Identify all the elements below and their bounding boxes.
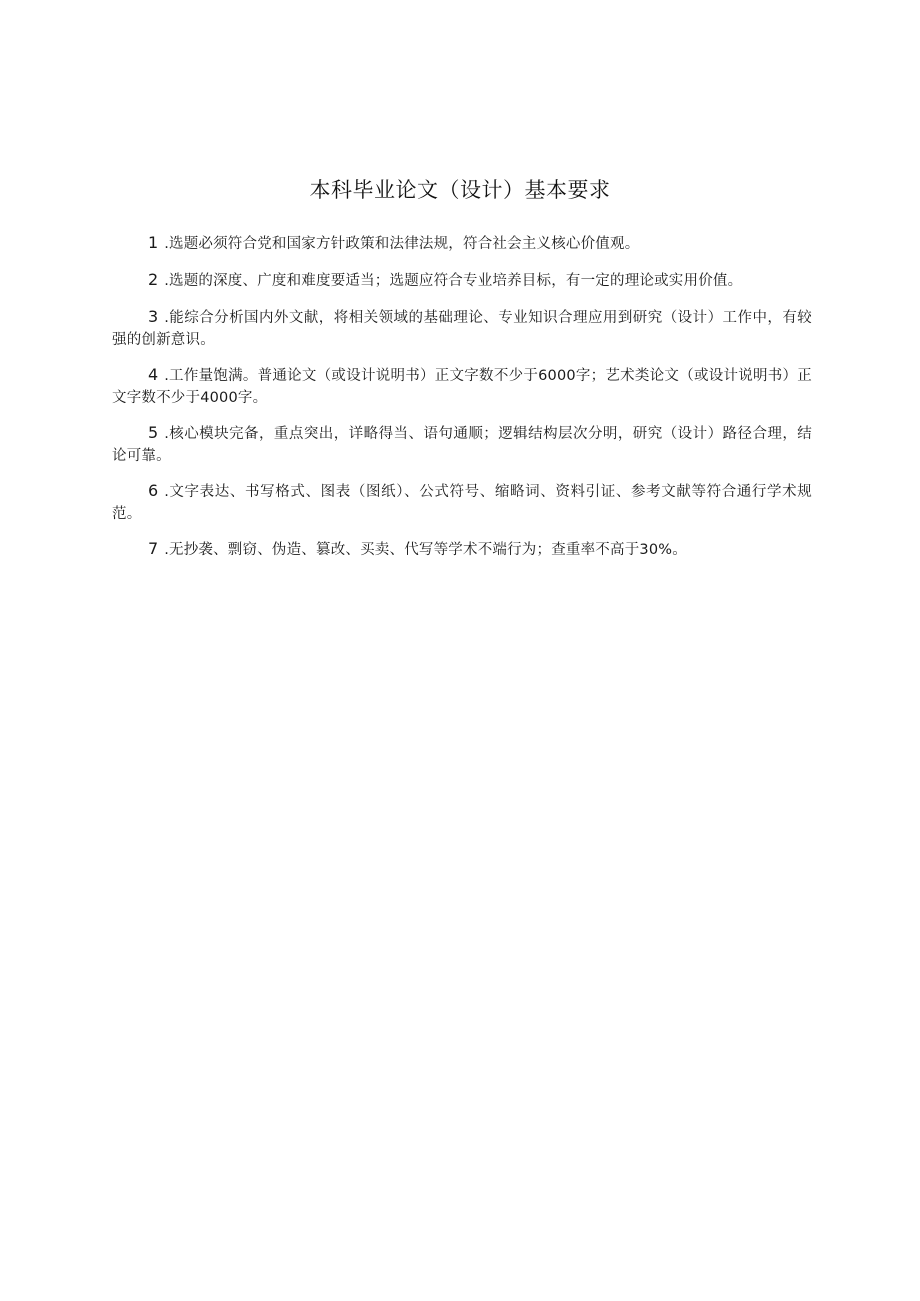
requirement-item-3 (112, 306, 812, 351)
requirement-text: .能综合分析国内外文献，将相关领域的基础理论、专业知识合理应用到研究（设计）工作中，有较强的创新意识。 (112, 310, 812, 348)
requirement-text: .核心模块完备，重点突出，详略得当、语句通顺；逻辑结构层次分明，研究（设计）路径合理，结论可靠。 (112, 426, 812, 464)
requirement-number: 1 (148, 233, 159, 252)
requirement-item-2 (112, 269, 812, 292)
requirement-text: .选题的深度、广度和难度要适当；选题应符合专业培养目标，有一定的理论或实用价值。 (164, 273, 743, 289)
requirement-number: 2 (148, 270, 159, 289)
requirement-text: .文字表达、书写格式、图表（图纸）、公式符号、缩略词、资料引证、参考文献等符合通行学术规范。 (112, 484, 812, 522)
requirement-item-4 (112, 364, 812, 409)
document-title: 本科毕业论文（设计）基本要求 (309, 178, 611, 202)
requirement-text: .选题必须符合党和国家方针政策和法律法规，符合社会主义核心价值观。 (164, 236, 640, 252)
requirement-number: 3 (148, 307, 159, 326)
requirement-item-7 (112, 538, 812, 561)
requirement-item-5 (112, 422, 812, 467)
requirement-text: .工作量饱满。普通论文（或设计说明书）正文字数不少于6000字；艺术类论文（或设计说明书）正文字数不少于4000字。 (112, 368, 812, 406)
requirement-text: .无抄袭、剽窃、伪造、篡改、买卖、代写等学术不端行为；查重率不高于30%。 (164, 542, 687, 558)
requirement-number: 5 (148, 423, 159, 442)
requirement-item-6 (112, 480, 812, 525)
requirement-item-1 (112, 232, 812, 255)
requirements-list (112, 232, 812, 575)
requirement-number: 7 (148, 539, 159, 558)
requirement-number: 4 (148, 365, 159, 384)
requirement-number: 6 (148, 481, 159, 500)
